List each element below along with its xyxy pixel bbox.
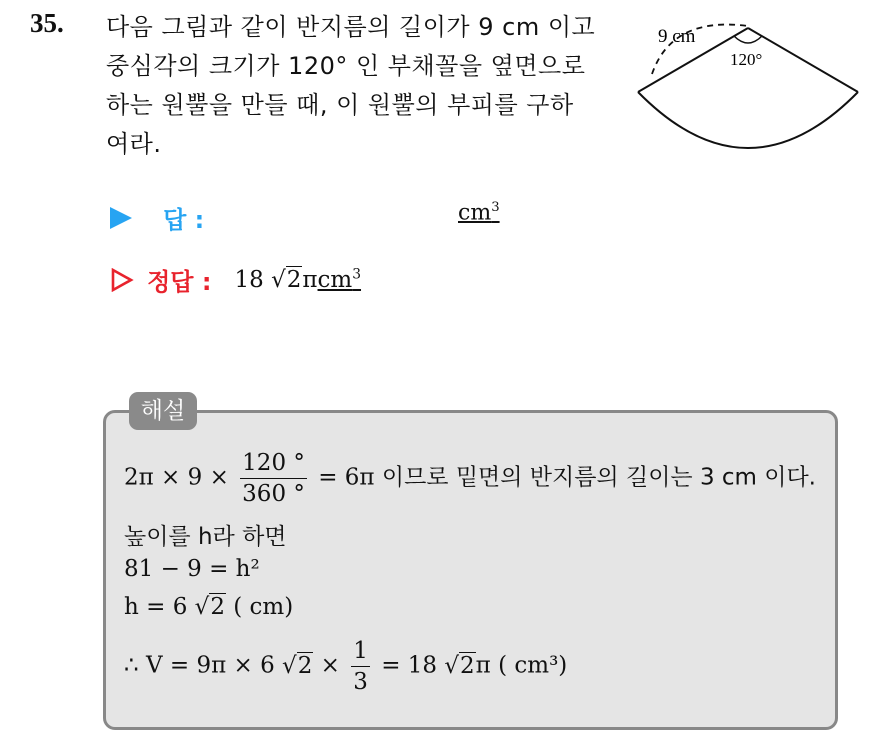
correct-value-prefix: 18	[234, 266, 264, 293]
question-line-4: 여라.	[106, 130, 162, 158]
correct-value-unit: $cm^3$	[317, 266, 362, 293]
sqrt-symbol: √2	[282, 652, 313, 679]
question-line-1: 다음 그림과 같이 반지름의 길이가 9 cm 이고	[106, 13, 596, 41]
question-text	[106, 8, 621, 164]
sector-figure	[632, 14, 864, 160]
answer-row	[110, 200, 204, 235]
correct-answer-value	[235, 267, 362, 293]
solution-line-3: 81 − 9 = h²	[124, 556, 260, 582]
solution-line-2: 높이를 h라 하면	[124, 524, 287, 550]
correct-value-pi: π	[302, 266, 318, 293]
fraction-third: $\frac{1}{3}$	[353, 638, 368, 695]
angle-arc	[734, 36, 762, 43]
angle-label: 120°	[730, 50, 763, 69]
solution-line-1: 2π × 9 × $\frac{120 ^\circ}{360 ^\circ}$ = 6π 이므로 밑면의 반지름의 길이는 3 cm 이다.	[124, 450, 816, 507]
correct-answer-label: 정답 :	[147, 268, 212, 296]
question-line-2: 중심각의 크기가 120° 인 부채꼴을 옆면으로	[106, 52, 586, 80]
sqrt-symbol: √2	[194, 594, 225, 620]
sqrt-symbol: √2	[271, 266, 302, 293]
sector-arc	[638, 92, 858, 148]
play-triangle-icon	[110, 207, 132, 229]
sector-radius-right	[748, 28, 858, 92]
answer-unit	[458, 200, 500, 225]
answer-unit-base: cm	[458, 200, 492, 226]
open-triangle-icon	[110, 268, 134, 292]
fraction-angle: $\frac{120 ^\circ}{360 ^\circ}$	[242, 450, 305, 507]
solution-line-5: ∴ V = 9π × 6 √2 × $\frac{1}{3}$ = 18 √2π ( cm³)	[124, 638, 568, 695]
answer-label: 답 :	[163, 206, 205, 234]
solution-line-4: h = 6 √2 ( cm)	[124, 594, 294, 620]
question-number: 35.	[30, 8, 64, 38]
solution-tag: 해설	[129, 392, 197, 430]
question-line-3: 하는 원뿔을 만들 때, 이 원뿔의 부피를 구하	[106, 91, 574, 119]
correct-answer-row	[110, 262, 361, 297]
sqrt-symbol: √2	[444, 652, 475, 679]
answer-unit-exp: 3	[491, 200, 500, 215]
radius-label: 9 cm	[658, 26, 696, 47]
